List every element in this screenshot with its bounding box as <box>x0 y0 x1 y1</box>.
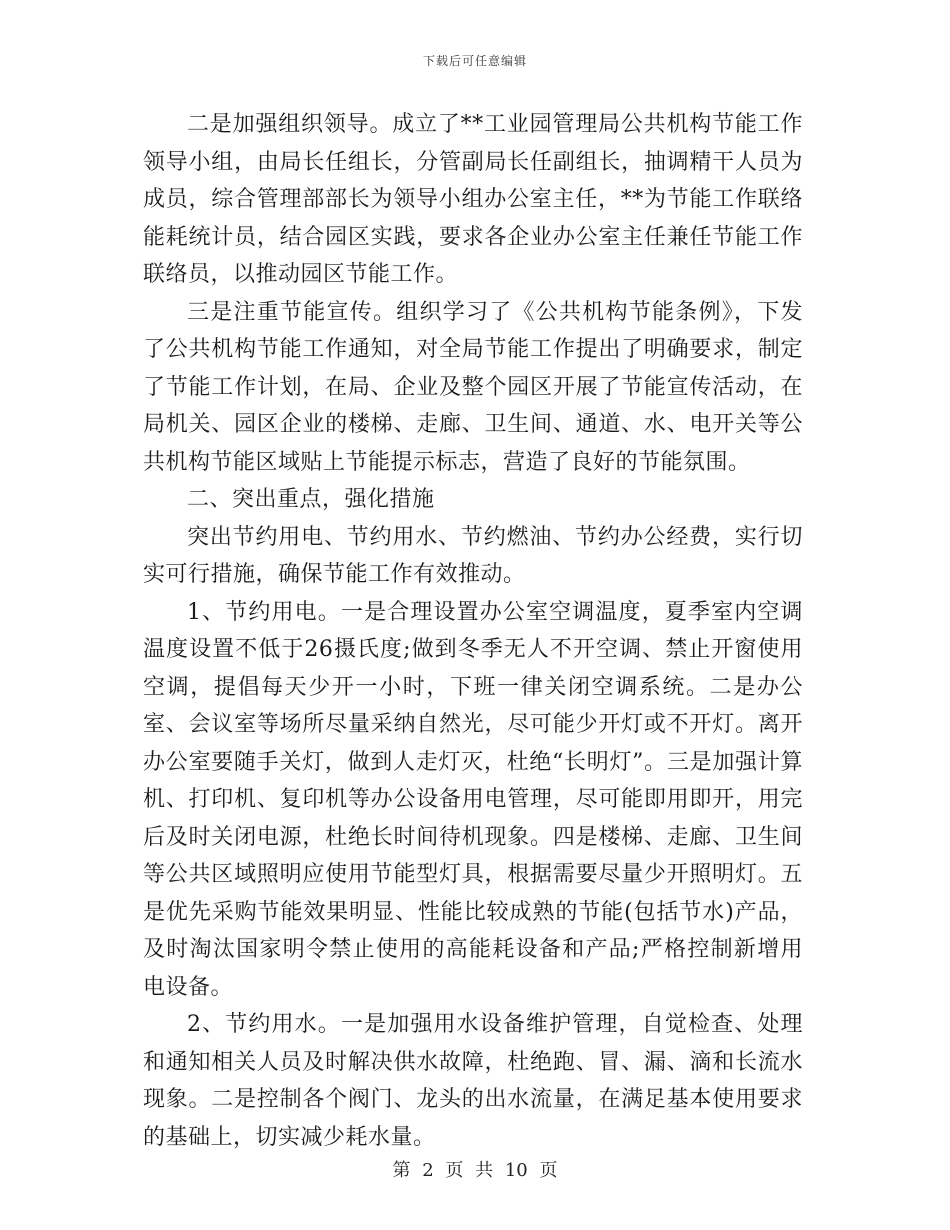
paragraph-energy-publicity: 三是注重节能宣传。组织学习了《公共机构节能条例》，下发了公共机构节能工作通知，对全局节能工作提出了明确要求，制定了节能工作计划，在局、企业及整个园区开展了节能宣传活动，在局机关、园区企业的楼梯、走廊、卫生间、通道、水、电开关等公共机构节能区域贴上节能提示标志，营造了良好的节能氛围。 <box>143 299 803 475</box>
paragraph-save-water: 2、节约用水。一是加强用水设备维护管理，自觉检查、处理和通知相关人员及时解决供水故障，杜绝跑、冒、漏、滴和长流水现象。二是控制各个阀门、龙头的出水流量，在满足基本使用要求的基础上，切实减少耗水量。 <box>143 1012 803 1150</box>
header-note: 下载后可任意编辑 <box>422 54 527 68</box>
section-heading-key-measures: 二、突出重点，强化措施 <box>187 487 435 512</box>
document-body <box>143 106 803 1156</box>
paragraph-organization-leadership: 二是加强组织领导。成立了**工业园管理局公共机构节能工作领导小组，由局长任组长，分管副局长任副组长，抽调精干人员为成员，综合管理部部长为领导小组办公室主任，**为节能工作联络能耗统计员，结合园区实践，要求各企业办公室主任兼任节能工作联络员，以推动园区节能工作。 <box>143 112 803 287</box>
page-number-footer: 第 2 页 共 10 页 <box>392 1160 558 1181</box>
paragraph-measures-intro: 突出节约用电、节约用水、节约燃油、节约办公经费，实行切实可行措施，确保节能工作有效推动。 <box>143 524 803 587</box>
paragraph-save-electricity: 1、节约用电。一是合理设置办公室空调温度，夏季室内空调温度设置不低于26摄氏度;做到冬季无人不开空调、禁止开窗使用空调，提倡每天少开一小时，下班一律关闭空调系统。二是办公室、会议室等场所尽量采纳自然光，尽可能少开灯或不开灯。离开办公室要随手关灯，做到人走灯灭，杜绝“长明灯”。三是加强计算机、打印机、复印机等办公设备用电管理，尽可能即用即开，用完后及时关闭电源，杜绝长时间待机现象。四是楼梯、走廊、卫生间等公共区域照明应使用节能型灯具，根据需要尽量少开照明灯。五是优先采购节能效果明显、性能比较成熟的节能(包括节水)产品，及时淘汰国家明令禁止使用的高能耗设备和产品;严格控制新增用电设备。 <box>143 599 803 1000</box>
